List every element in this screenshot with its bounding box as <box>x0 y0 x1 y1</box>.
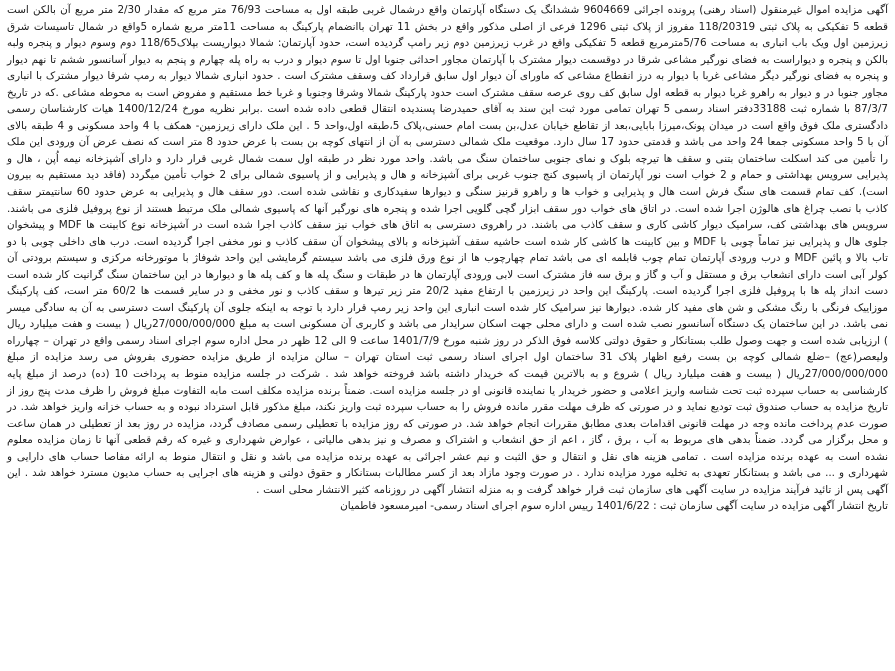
notice-body-text: آگهی مزایده اموال غیرمنقول (اسناد رهنی) پرونده اجرائی 9604669 ششدانگ یک دستگاه آپارتمان واقع درشمال غربی طبقه اول به مساحت 76/93 متر مربع که مقدار 2/30 متر مربع آن بالکن است قطعه 5 تفکیکی به پلاک ثبتی 118/20319 مفروز از پلاک ثبتی 1296 فرعی از اصلی مذکور واقع در بخش 11 تهران باانضمام پارکینگ به مساحت 11متر مربع شماره 5واقع در شمال تاسیسات شرق زیرزمین اول ویک باب انباری به مساحت 5/76مترمربع قطعه 5 تفکیکی واقع در غرب زیرزمین دوم زیر رامپ گردیده است، حدود آپارتمان: شمالا دیواریست بپلاک118/65 دوم وسوم دیوار و پنجره ولبه بالکن و پنجره و دیواراست به فضای نورگیر مشاعی شرقا در دوقسمت دیوار مشترک با آپارتمان مجاور احداثی جنوبا اول تا سوم دیوار و درب به راه پله چهارم و پنجم به دیوار آسانسور ششم تا نهم دیوار و پنجره به فضای نورگیر دیگر مشاعی غربا با دیوار به درز انقطاع مشاعی که ماورای آن دیوار اول سابق قرارداد کف وسقف مشترک است . حدود انباری شمالا دیوار به رمپ شرقا دیوار مشترک با انباری مجاور جنوبا در و دیوار به راهرو غربا دیوار به قطعه اول سابق کف روی عرصه سقف مشترک است حدود پارکینگ شمالا وشرقا وجنوبا و غربا خط مستقیم و مفروض است به محوطه مشاعی .که در تاریخ 87/3/7 با شماره ثبت 33188دفتر اسناد رسمی 5 تهران تمامی مورد ثبت این سند به آقای حمیدرضا پسندیده انتقال قطعی داده شده است .برابر نظریه مورخ 1400/12/24 هیات کارشناسان رسمی دادگستری ملک فوق واقع است در میدان پونک،میرزا بابایی،بعد از تقاطع خیابان عدل،بن بست امام حسنی،پلاک 5،طبقه اول،واحد 5 . این ملک دارای زیرزمین- همکف با 4 واحد مسکونی و 4 طبقه بالای آن با 5 واحد مسکونی جمعا 24 واحد می باشد و قدمتی حدود 17 سال دارد. موقعیت ملک شمالی دسترسی به آن از انتهای کوچه بن بست با عرض حدود 8 متر است که نصف عرض آن ورودی این ملک را تأمین می کند اسکلت ساختمان بتنی و سقف ها تیرچه بلوک و نمای جنوبی ساختمان سنگ می باشد. واحد مورد نظر در طبقه اول سمت شمال غربی قرار دارد و دارای آشپزخانه نیمه اُپن ، هال و پذیرایی سرویس بهداشتی و حمام و 2 خواب است نور آپارتمان از پاسیوی کنج جنوب غربی برای آشپزخانه و هال و پذیرایی و از پاسیوی شمالی برای 2 خواب تأمین میگردد (فاقد دید مستقیم به بیرون است). کف تمام قسمت های سنگ فرش است هال و پذیرایی و خواب ها و راهرو قرنیز سنگی و دیوارها سفیدکاری و نقاشی شده است. دور سقف هال و پذیرایی به عرض حدود 60 سانتیمتر سقف کاذب با نصب چراغ های هالوژن اجرا شده است. در اتاق های خواب دور سقف ابزار گچی گلویی اجرا شده و پنجره های نورگیر آنها که پاسیوی شمالی ملک مرتبط هستند از نوع پروفیل فلزی می باشند. سرویس های بهداشتی کف، سرامیک دیوار کاشی کاری و سقف کاذب می باشند. در راهروی دسترسی به اتاق های خواب نیز سقف کاذب اجرا شده است در آشپزخانه نوع کابینت ها MDF و پیشخوان جلوی هال و پذیرایی نیز تماماً چوبی با MDF و بین کابینت ها کاشی کار شده است حاشیه سقف آشپزخانه و بالای پیشخوان آن سقف کاذب و نور مخفی اجرا گردیده است. درب های داخلی چوبی با دو تاب بالا و پائین MDF و درب ورودی آپارتمان تمام چوب قابلمه ای می باشد تمام چهارچوب ها از نوع ورق فلزی می باشد سیستم گرمایشی این واحد شوفاژ با موتورخانه مرکزی و سیستم برودتی آن کولر آبی است دارای انشعاب برق و مستقل و آب و گاز و برق سه فاز مشترک است لابی ورودی آپارتمان ها در طبقات و سنگ پله ها و کف پله ها و دیوارها در این ساختمان سنگ گرانیت کار شده است دست انداز پله ها با پروفیل فلزی اجرا گردیده است. پارکینگ این واحد در زیرزمین با ارتفاع مفید 20/2 متر زیر تیرها و سقف کاذب و نور مخفی و در سایر قسمت ها 60/2 متر است، کف پارکینگ موزاییک فرنگی با رنگ مشکی و شن های مفید کار شده. دیوارها نیز سرامیک کار شده است انباری این واحد زیر رمپ قرار دارد با توجه به اینکه جلوی آن پارکینگ است دسترسی به آن به سادگی میسر نمی باشد. در این ساختمان یک دستگاه آسانسور نصب شده است و دارای محلی جهت اسکان سرایدار می باشد و کاربری آن مسکونی است به مبلغ 27/000/000/000ریال ( بیست و هفت میلیارد ریال ) ارزیابی شده است و جهت وصول طلب بستانکار و حقوق دولتی کلاسه فوق الذکر در روز شنبه مورخ 1401/7/9 ساعت 9 الی 12 ظهر در محل اداره سوم اجرای اسناد رسمی واقع در تهران – چهارراه ولیعصر(عج) –ضلع شمالی کوچه بن بست رفیع اظهار پلاک 31 ساختمان اول اجرای اسناد رسمی ثبت استان تهران – سالن مزایده از طریق مزایده حضوری بفروش می رسد مزایده از مبلغ 27/000/000/000ریال ( بیست و هفت میلیارد ریال ) شروع و به بالاترین قیمت که خریدار داشته باشد فروخته خواهد شد . شرکت در جلسه مزایده منوط به پرداخت 10 (ده) درصد از مبلغ پایه کارشناسی به حساب سپرده ثبت تحت شناسه واریز اعلامی و حضور خریدار یا نماینده قانونی او در جلسه مزایده است. ضمناً برنده مزایده مکلف است مابه التفاوت مبلغ فروش را ظرف مدت پنج روز از تاریخ مزایده به حساب صندوق ثبت تودیع نماید و در صورتی که ظرف مهلت مقرر مانده فروش را به حساب سپرده ثبت واریز نکند، مبلغ مذکور قابل استرداد نبوده و به حساب خزانه واریز خواهد شد. در صورت عدم پرداخت مانده وجه در مهلت قانونی اقدامات بعدی مطابق مقررات انجام خواهد شد. در صورتی که روز مزایده با تعطیلی رسمی مصادف گردد، مزایده در روز بعد از تعطیلی در همان ساعت و محل برگزار می گردد. ضمناً بدهی های مربوط به آب ، برق ، گاز ، اعم از حق انشعاب و اشتراک و مصرف و نیز بدهی مالیاتی ، عوارض شهرداری و غیره که رقم قطعی آنها تا زمان مزایده معلوم نشده است به عهده برنده مزایده است . تمامی هزینه های نقل و انتقال و حق الثبت و نیم عشر اجرائی به عهده برنده مزایده می باشد و نقل و انتقال منوط به ارائه مفاصا حساب های دارایی و شهرداری و ... می باشد و بستانکار تعهدی به تخلیه مورد مزایده ندارد . در صورت وجود مازاد بعد از کسر مطالبات بستانکار و حقوق دولتی و هزینه های اجرایی به حساب مدیون مسترد خواهد شد . این آگهی پس از تائید فرآیند مزایده در سایت آگهی های سازمان ثبت قرار خواهد گرفت و به منزله انتشار آگهی در روزنامه کثیر الانتشار محلی است . <box>7 4 889 496</box>
notice-footer-text: تاریخ انتشار آگهی مزایده در سایت آگهی سازمان ثبت : 1401/6/22 رییس اداره سوم اجرای اسناد رسمی- امیرمسعود فاطمیان <box>340 500 888 513</box>
